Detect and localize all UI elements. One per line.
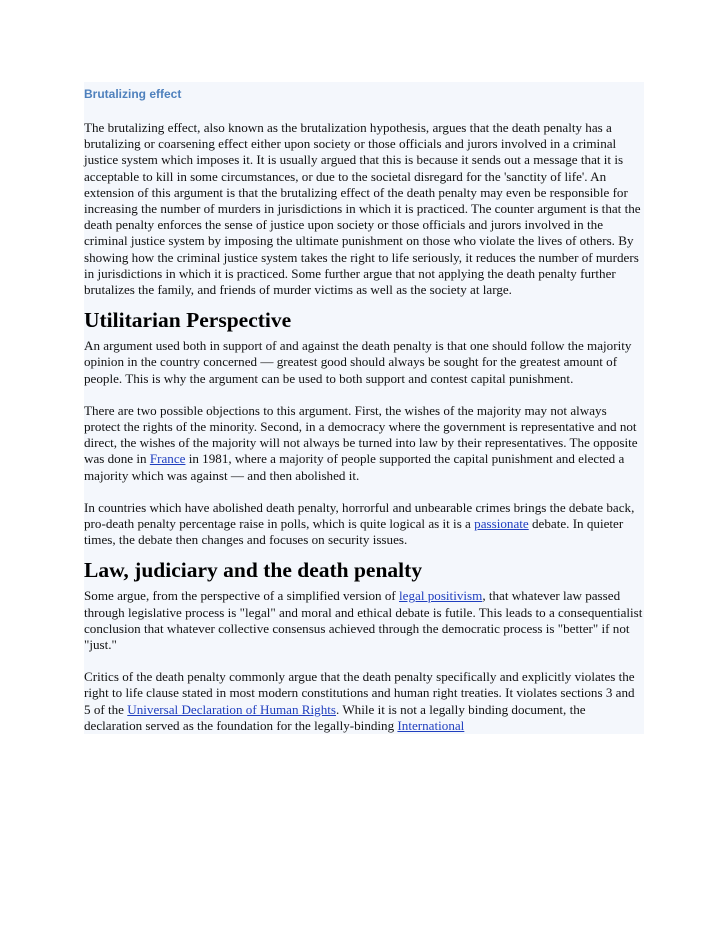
utilitarian-p2-text-before: There are two possible objections to this argument. First, the wishes of the majority may not always protect the rights of the minority. Second, in a democracy where the government is representative and not direct, the wishes of the majority will not always be turned into law by their representatives. The opposite was done in [84, 402, 638, 467]
law-p2-text-middle: . While it is not a legally binding document, the declaration served as the foundation for the legally-binding [84, 701, 586, 733]
link-legal-positivism[interactable]: legal positivism [399, 588, 483, 604]
heading-utilitarian-perspective: Utilitarian Perspective [84, 308, 292, 333]
utilitarian-p2-text-after: in 1981, where a majority of people supported the capital punishment and elected a majority which was against — and then abolished it. [84, 451, 625, 483]
heading-law-judiciary: Law, judiciary and the death penalty [84, 558, 423, 583]
utilitarian-paragraph-2 [84, 403, 644, 484]
law-paragraph-1 [84, 588, 644, 653]
link-universal-declaration[interactable]: Universal Declaration of Human Rights [127, 701, 337, 717]
link-france[interactable]: France [149, 451, 186, 467]
utilitarian-paragraph-3 [84, 500, 644, 549]
brutalizing-paragraph: The brutalizing effect, also known as the brutalization hypothesis, argues that the death penalty has a brutalizing or coarsening effect either upon society or those officials and jurors involved in a criminal justice system which imposes it. It is usually argued that this is because it sends out a message that it is acceptable to kill in some circumstances, or due to the societal disregard for the 'sanctity of life'. An extension of this argument is that the brutalizing effect of the death penalty may even be responsible for increasing the number of murders in jurisdictions in which it is practiced. The counter argument is that the death penalty enforces the sense of justice upon society or those officials and jurors involved in the criminal justice system by imposing the ultimate punishment on those who violate the lives of others. By showing how the criminal justice system takes the right to life seriously, it reduces the number of murders in jurisdictions in which it is practiced. Some further argue that not applying the death penalty further brutalizes the family, and friends of murder victims as well as the society at large. [84, 120, 641, 298]
link-international[interactable]: International [397, 717, 465, 733]
utilitarian-p3-text-after: debate. In quieter times, the debate then changes and focuses on security issues. [84, 516, 624, 548]
utilitarian-p3-text-before: In countries which have abolished death penalty, horrorful and unbearable crimes brings the debate back, pro-death penalty percentage raise in polls, which is quite logical as it is a [84, 499, 635, 532]
law-paragraph-2 [84, 669, 644, 734]
document-body [84, 82, 644, 734]
utilitarian-paragraph-1: An argument used both in support of and against the death penalty is that one should follow the majority opinion in the country concerned — greatest good should always be sought for the greatest amount of people. This is why the argument can be used to both support and contest capital punishment. [84, 338, 632, 386]
section-title-brutalizing-effect: Brutalizing effect [84, 87, 182, 101]
law-p2-text-before: Critics of the death penalty commonly argue that the death penalty specifically and explicitly violates the right to life clause stated in most modern constitutions and human right treaties. It violates sections 3 and 5 of the [84, 669, 635, 717]
link-passionate[interactable]: passionate [474, 516, 529, 532]
law-p1-text-before: Some argue, from the perspective of a simplified version of [84, 588, 400, 604]
law-p1-text-after: , that whatever law passed through legislative process is "legal" and moral and ethical debate is futile. This leads to a consequentialist conclusion that whatever collective consensus achieved through the democratic process is "better" if not "just." [84, 588, 643, 653]
